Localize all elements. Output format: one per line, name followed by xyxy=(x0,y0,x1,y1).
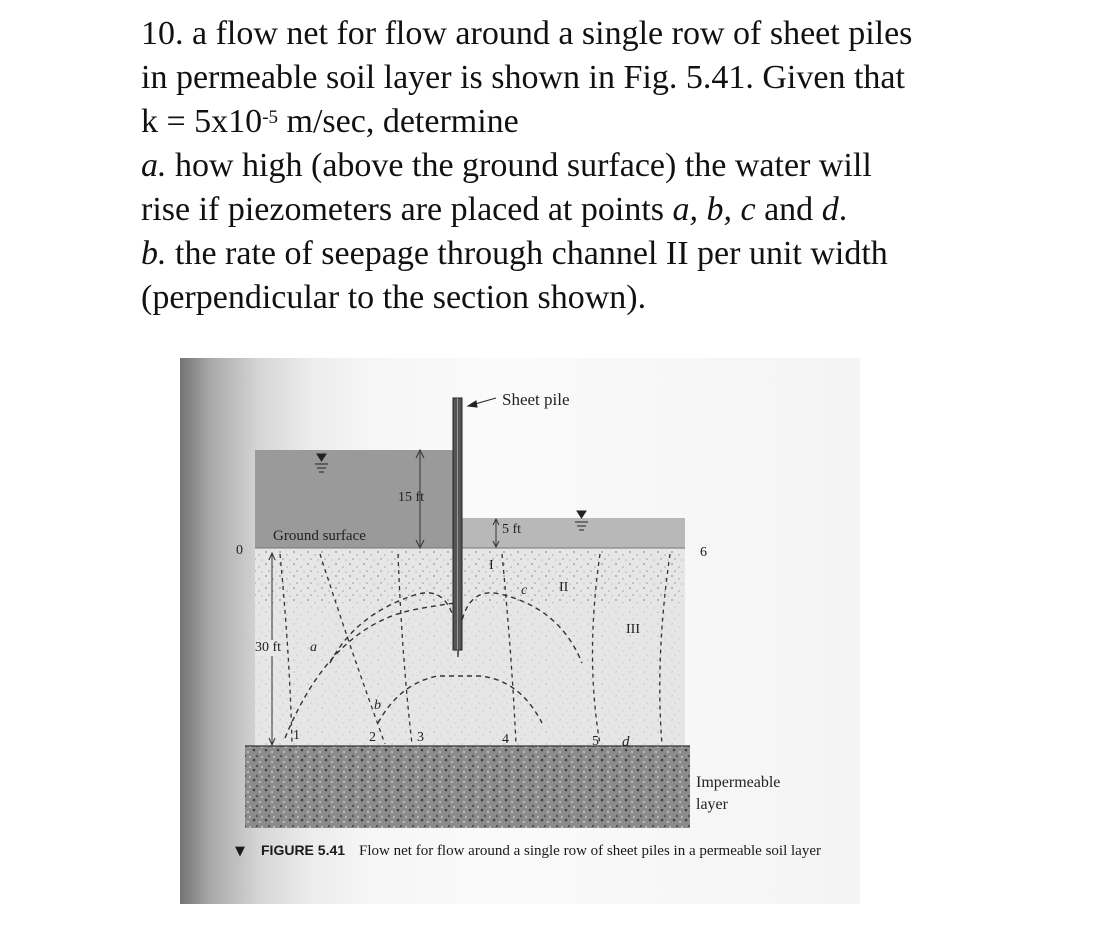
k-suffix: m/sec, determine xyxy=(278,103,519,140)
channel-label-ii: II xyxy=(559,580,569,595)
point-b: b xyxy=(706,191,724,228)
downstream-head-label: 5 ft xyxy=(502,522,522,537)
sheet-pile-label: Sheet pile xyxy=(502,390,570,409)
equipotential-label-3: 3 xyxy=(417,730,424,745)
point-label-c: c xyxy=(521,583,528,598)
part-b-line-2: (perpendicular to the section shown). xyxy=(141,279,647,316)
equipotential-label-5: 5 xyxy=(592,734,599,749)
depth-label: 30 ft xyxy=(255,640,282,655)
problem-line-2: in permeable soil layer is shown in Fig. 5.41. Given that xyxy=(141,59,905,96)
equipotential-label-6: 6 xyxy=(700,545,707,560)
equipotential-label-2: 2 xyxy=(369,730,376,745)
problem-statement xyxy=(141,12,1041,320)
part-a-line-2: rise if piezometers are placed at points a, b, c and d. xyxy=(141,191,848,228)
ground-surface-label: Ground surface xyxy=(273,528,366,544)
equipotential-label-0: 0 xyxy=(236,543,243,558)
figure-scan xyxy=(180,358,860,904)
sheet-pile-leader xyxy=(468,398,496,407)
permeability-line xyxy=(141,100,1041,144)
channel-label-i: I xyxy=(489,558,494,573)
point-label-b: b xyxy=(374,698,381,713)
part-b-line-1: b. the rate of seepage through channel II per unit width xyxy=(141,235,888,272)
point-label-d: d xyxy=(622,734,630,750)
impermeable-label-line-1: Impermeable xyxy=(696,774,781,791)
flow-net-diagram xyxy=(180,358,860,904)
caption-marker-icon: ▼ xyxy=(235,844,245,859)
problem-line-1: 10. a flow net for flow around a single row of sheet piles xyxy=(141,15,913,52)
figure-number: FIGURE 5.41 xyxy=(261,842,346,858)
point-c: c xyxy=(740,191,756,228)
k-exponent: -5 xyxy=(262,107,279,128)
upstream-head-label: 15 ft xyxy=(398,490,425,505)
k-prefix: k = 5x10 xyxy=(141,103,263,140)
point-a: a xyxy=(672,191,690,228)
downstream-water xyxy=(462,518,685,548)
point-d: d xyxy=(821,191,839,228)
part-b-label: b. xyxy=(141,235,167,272)
caption-text: Flow net for flow around a single row of sheet piles in a permeable soil layer xyxy=(359,843,821,859)
equipotential-label-1: 1 xyxy=(293,728,300,743)
channel-label-iii: III xyxy=(626,622,640,637)
point-label-a: a xyxy=(310,640,317,655)
impermeable-label-line-2: layer xyxy=(696,796,728,813)
part-a-label: a. xyxy=(141,147,167,184)
part-a-line-1: a. how high (above the ground surface) the water will xyxy=(141,147,872,184)
impermeable-layer xyxy=(245,746,690,828)
figure-caption xyxy=(235,842,821,860)
equipotential-label-4: 4 xyxy=(502,732,509,747)
